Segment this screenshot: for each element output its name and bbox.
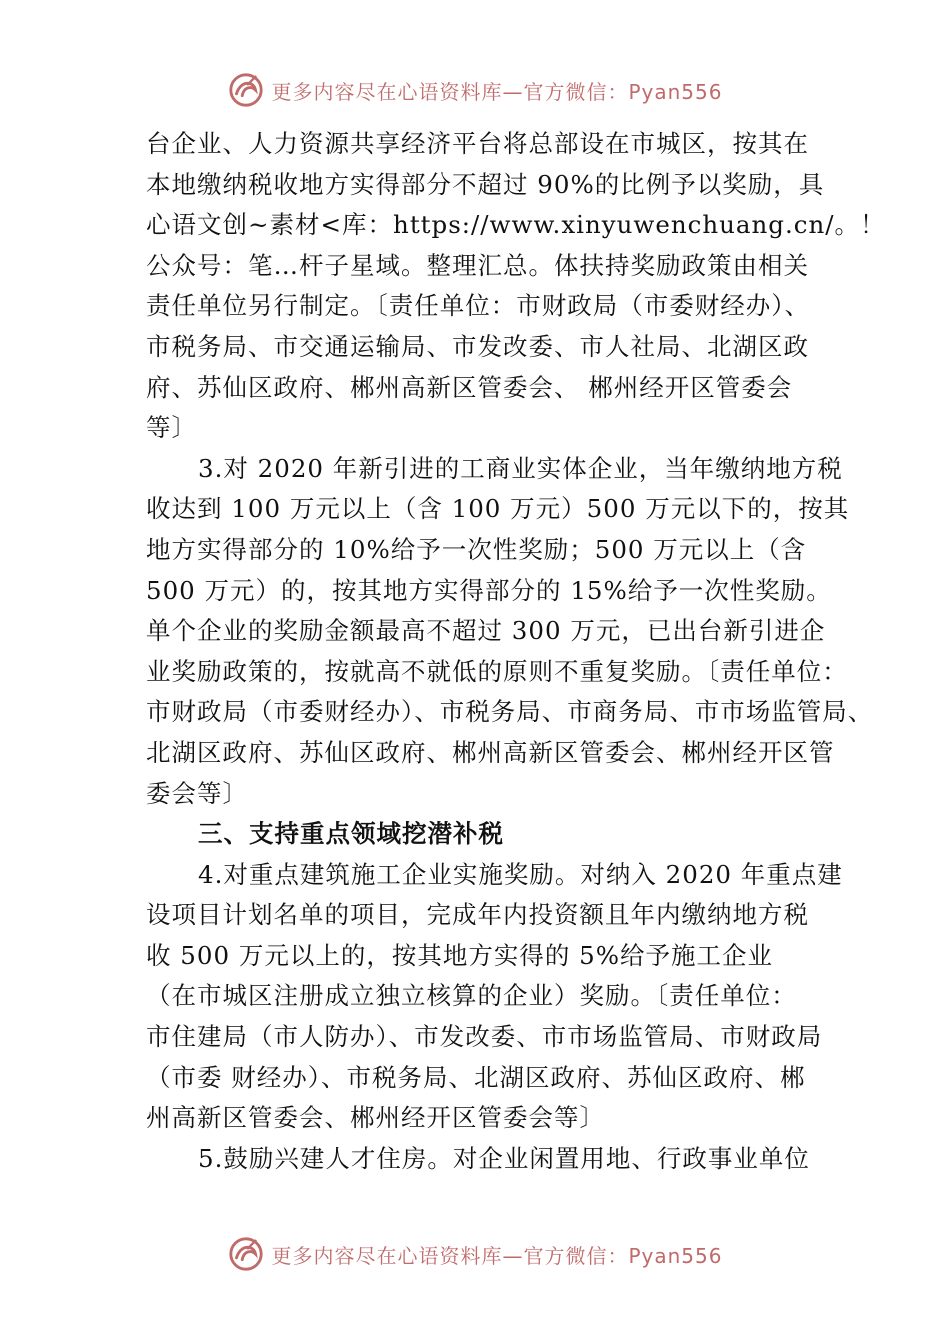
body-line: 州高新区管委会、郴州经开区管委会等〕 — [146, 1103, 605, 1133]
body-line: 公众号：笔…杆子星域。整理汇总。体扶持奖励政策由相关 — [146, 250, 809, 280]
paragraph-5-start: 5.鼓励兴建人才住房。对企业闲置用地、行政事业单位 — [198, 1143, 810, 1173]
watermark-banner-top — [0, 68, 950, 112]
swirl-logo-icon — [227, 1235, 265, 1273]
swirl-logo-icon — [227, 71, 265, 109]
document-body — [146, 124, 886, 1179]
paragraph-4-start: 4.对重点建筑施工企业实施奖励。对纳入 2020 年重点建 — [198, 859, 843, 889]
body-line: 收达到 100 万元以上（含 100 万元）500 万元以下的，按其 — [146, 494, 850, 524]
body-line: 责任单位另行制定。〔责任单位：市财政局（市委财经办）、 — [146, 291, 810, 321]
body-line: 委会等〕 — [146, 778, 248, 808]
section-heading: 三、支持重点领域挖潜补税 — [198, 819, 504, 849]
body-line: 本地缴纳税收地方实得部分不超过 90%的比例予以奖励，具 — [146, 169, 825, 199]
body-line: 市税务局、市交通运输局、市发改委、市人社局、北湖区政 — [146, 331, 809, 361]
body-line: 府、苏仙区政府、郴州高新区管委会、 郴州经开区管委会 — [146, 372, 793, 402]
body-line: 500 万元）的，按其地方实得部分的 15%给予一次性奖励。 — [146, 575, 832, 605]
paragraph-3-start: 3.对 2020 年新引进的工商业实体企业，当年缴纳地方税 — [198, 453, 843, 483]
body-line: （在市城区注册成立独立核算的企业）奖励。〔责任单位： — [146, 981, 797, 1011]
body-line: 设项目计划名单的项目，完成年内投资额且年内缴纳地方税 — [146, 900, 809, 930]
body-line: 市财政局（市委财经办）、市税务局、市商务局、市市场监管局、 — [146, 697, 874, 727]
body-line: 单个企业的奖励金额最高不超过 300 万元，已出台新引进企 — [146, 616, 826, 646]
watermark-banner-bottom — [0, 1232, 950, 1276]
body-line: 收 500 万元以上的，按其地方实得的 5%给予施工企业 — [146, 940, 773, 970]
body-line: 市住建局（市人防办）、市发改委、市市场监管局、市财政局 — [146, 1022, 823, 1052]
body-line: （市委 财经办）、市税务局、北湖区政府、苏仙区政府、郴 — [146, 1062, 806, 1092]
body-line: 心语文创~素材<库：https://www.xinyuwenchuang.cn/。！ — [146, 210, 886, 240]
watermark-text: 更多内容尽在心语资料库—官方微信：Pyan556 — [271, 79, 723, 104]
body-line: 北湖区政府、苏仙区政府、郴州高新区管委会、郴州经开区管 — [146, 737, 835, 767]
body-line: 台企业、人力资源共享经济平台将总部设在市城区，按其在 — [146, 129, 809, 158]
body-line: 地方实得部分的 10%给予一次性奖励；500 万元以上（含 — [146, 534, 807, 564]
body-line: 业奖励政策的，按就高不就低的原则不重复奖励。〔责任单位： — [146, 656, 848, 686]
watermark-text: 更多内容尽在心语资料库—官方微信：Pyan556 — [271, 1243, 723, 1268]
body-line: 等〕 — [146, 413, 197, 443]
